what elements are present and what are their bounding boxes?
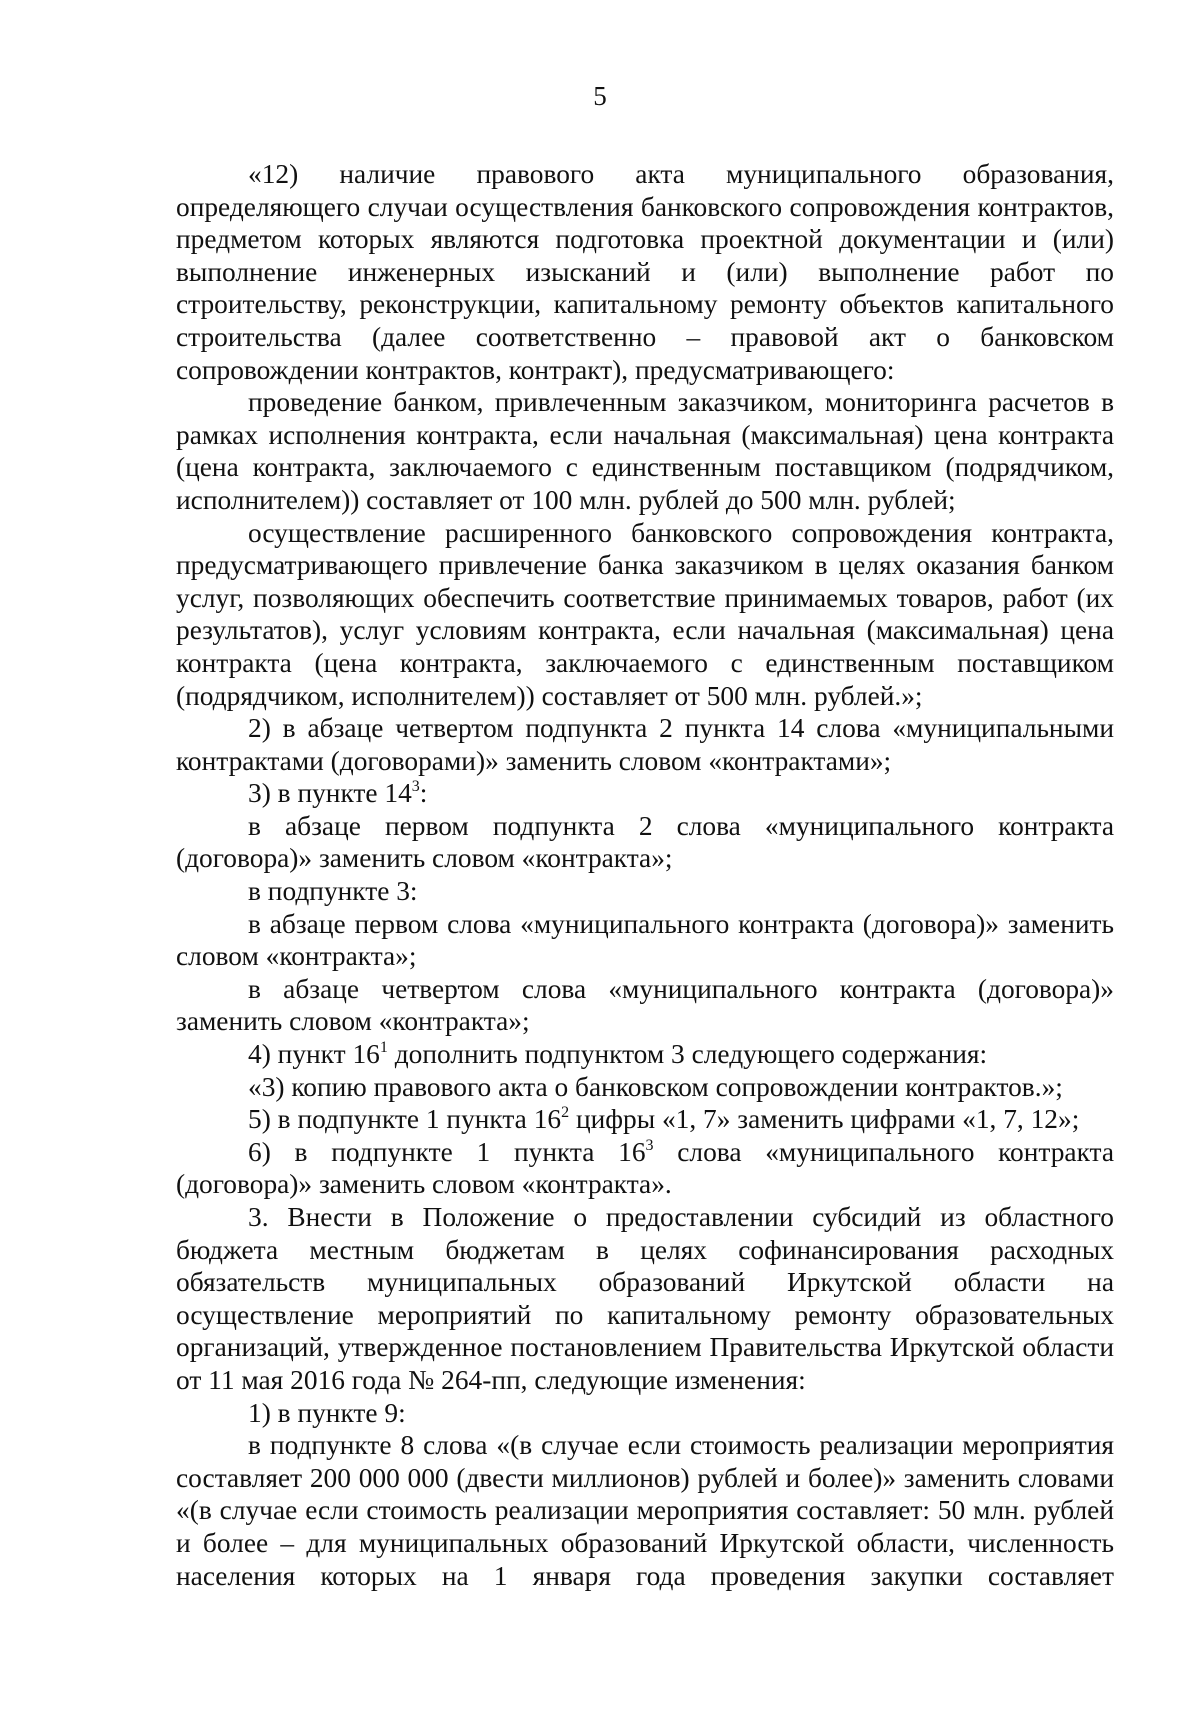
paragraph-amendment-3: 3) в пункте $14^3$: xyxy=(248,778,428,809)
paragraph-amendment-3-sub-2: в абзаце первом подпункта 2 слова «муниципального контракта (договора)» заменить словом «контракта»; xyxy=(176,810,1114,874)
paragraph-amendment-4: 4) пункт $16^1$ дополнить подпунктом 3 следующего содержания: xyxy=(248,1039,988,1070)
paragraph-first-abzac: в абзаце первом слова «муниципального контракта (договора)» заменить словом «контракта»; xyxy=(176,908,1114,972)
document-body xyxy=(176,158,1114,1592)
paragraph-section-3-sub-8: в подпункте 8 слова «(в случае если стоимость реализации мероприятия составляет 200 000 000 (двести миллионов) рублей и более)» заменить словами «(в случае если стоимость реализации мероприятия составляет: 50 млн. рублей и более – для муниципальных образований Иркутской области, численность населения которых на 1 января года проведения закупки составляет xyxy=(176,1430,1114,1591)
paragraph-section-3-item-1: 1) в пункте 9: xyxy=(248,1397,406,1428)
paragraph-amendment-3-sub-3: в подпункте 3: xyxy=(248,876,418,907)
paragraph-quote-3: «3) копию правового акта о банковском сопровождении контрактов.»; xyxy=(248,1071,1063,1102)
paragraph-fourth-abzac: в абзаце четвертом слова «муниципального контракта (договора)» заменить словом «контракта»; xyxy=(176,973,1114,1037)
paragraph-bank-monitoring: проведение банком, привлеченным заказчиком, мониторинга расчетов в рамках исполнения контракта, если начальная (максимальная) цена контракта (цена контракта, заключаемого с единственным поставщиком (подрядчиком, исполнителем)) составляет от 100 млн. рублей до 500 млн. рублей; xyxy=(176,387,1114,515)
paragraph-amendment-2: 2) в абзаце четвертом подпункта 2 пункта 14 слова «муниципальными контрактами (договорами)» заменить словом «контрактами»; xyxy=(176,713,1114,776)
paragraph-amendment-5: 5) в подпункте 1 пункта $16^2$ цифры «1, 7» заменить цифрами «1, 7, 12»; xyxy=(248,1104,1080,1135)
paragraph-item-12: «12) наличие правового акта муниципального образования, определяющего случаи осуществления банковского сопровождения контрактов, предметом которых являются подготовка проектной документации и (или) выполнение инженерных изысканий и (или) выполнение работ по строительству, реконструкции, капитальному ремонту объектов капитального строительства (далее соответственно – правовой акт о банковском сопровождении контрактов, контракт), предусматривающего: xyxy=(176,159,1114,385)
paragraph-amendment-6: 6) в подпункте 1 пункта $16^3$ слова «муниципального контракта (договора)» заменить словом «контракта». xyxy=(176,1136,1114,1200)
paragraph-section-3: 3. Внести в Положение о предоставлении субсидий из областного бюджета местным бюджетам в целях софинансирования расходных обязательств муниципальных образований Иркутской области на осуществление мероприятий по капитальному ремонту образовательных организаций, утвержденное постановлением Правительства Иркутской области от 11 мая 2016 года № 264-пп, следующие изменения: xyxy=(176,1202,1114,1395)
page-number: 5 xyxy=(593,81,607,111)
paragraph-extended-bank-support: осуществление расширенного банковского сопровождения контракта, предусматривающего привлечение банка заказчиком в целях оказания банком услуг, позволяющих обеспечить соответствие принимаемых товаров, работ (их результатов), услуг условиям контракта, если начальная (максимальная) цена контракта (цена контракта, заключаемого с единственным поставщиком (подрядчиком, исполнителем)) составляет от 500 млн. рублей.»; xyxy=(176,517,1114,711)
